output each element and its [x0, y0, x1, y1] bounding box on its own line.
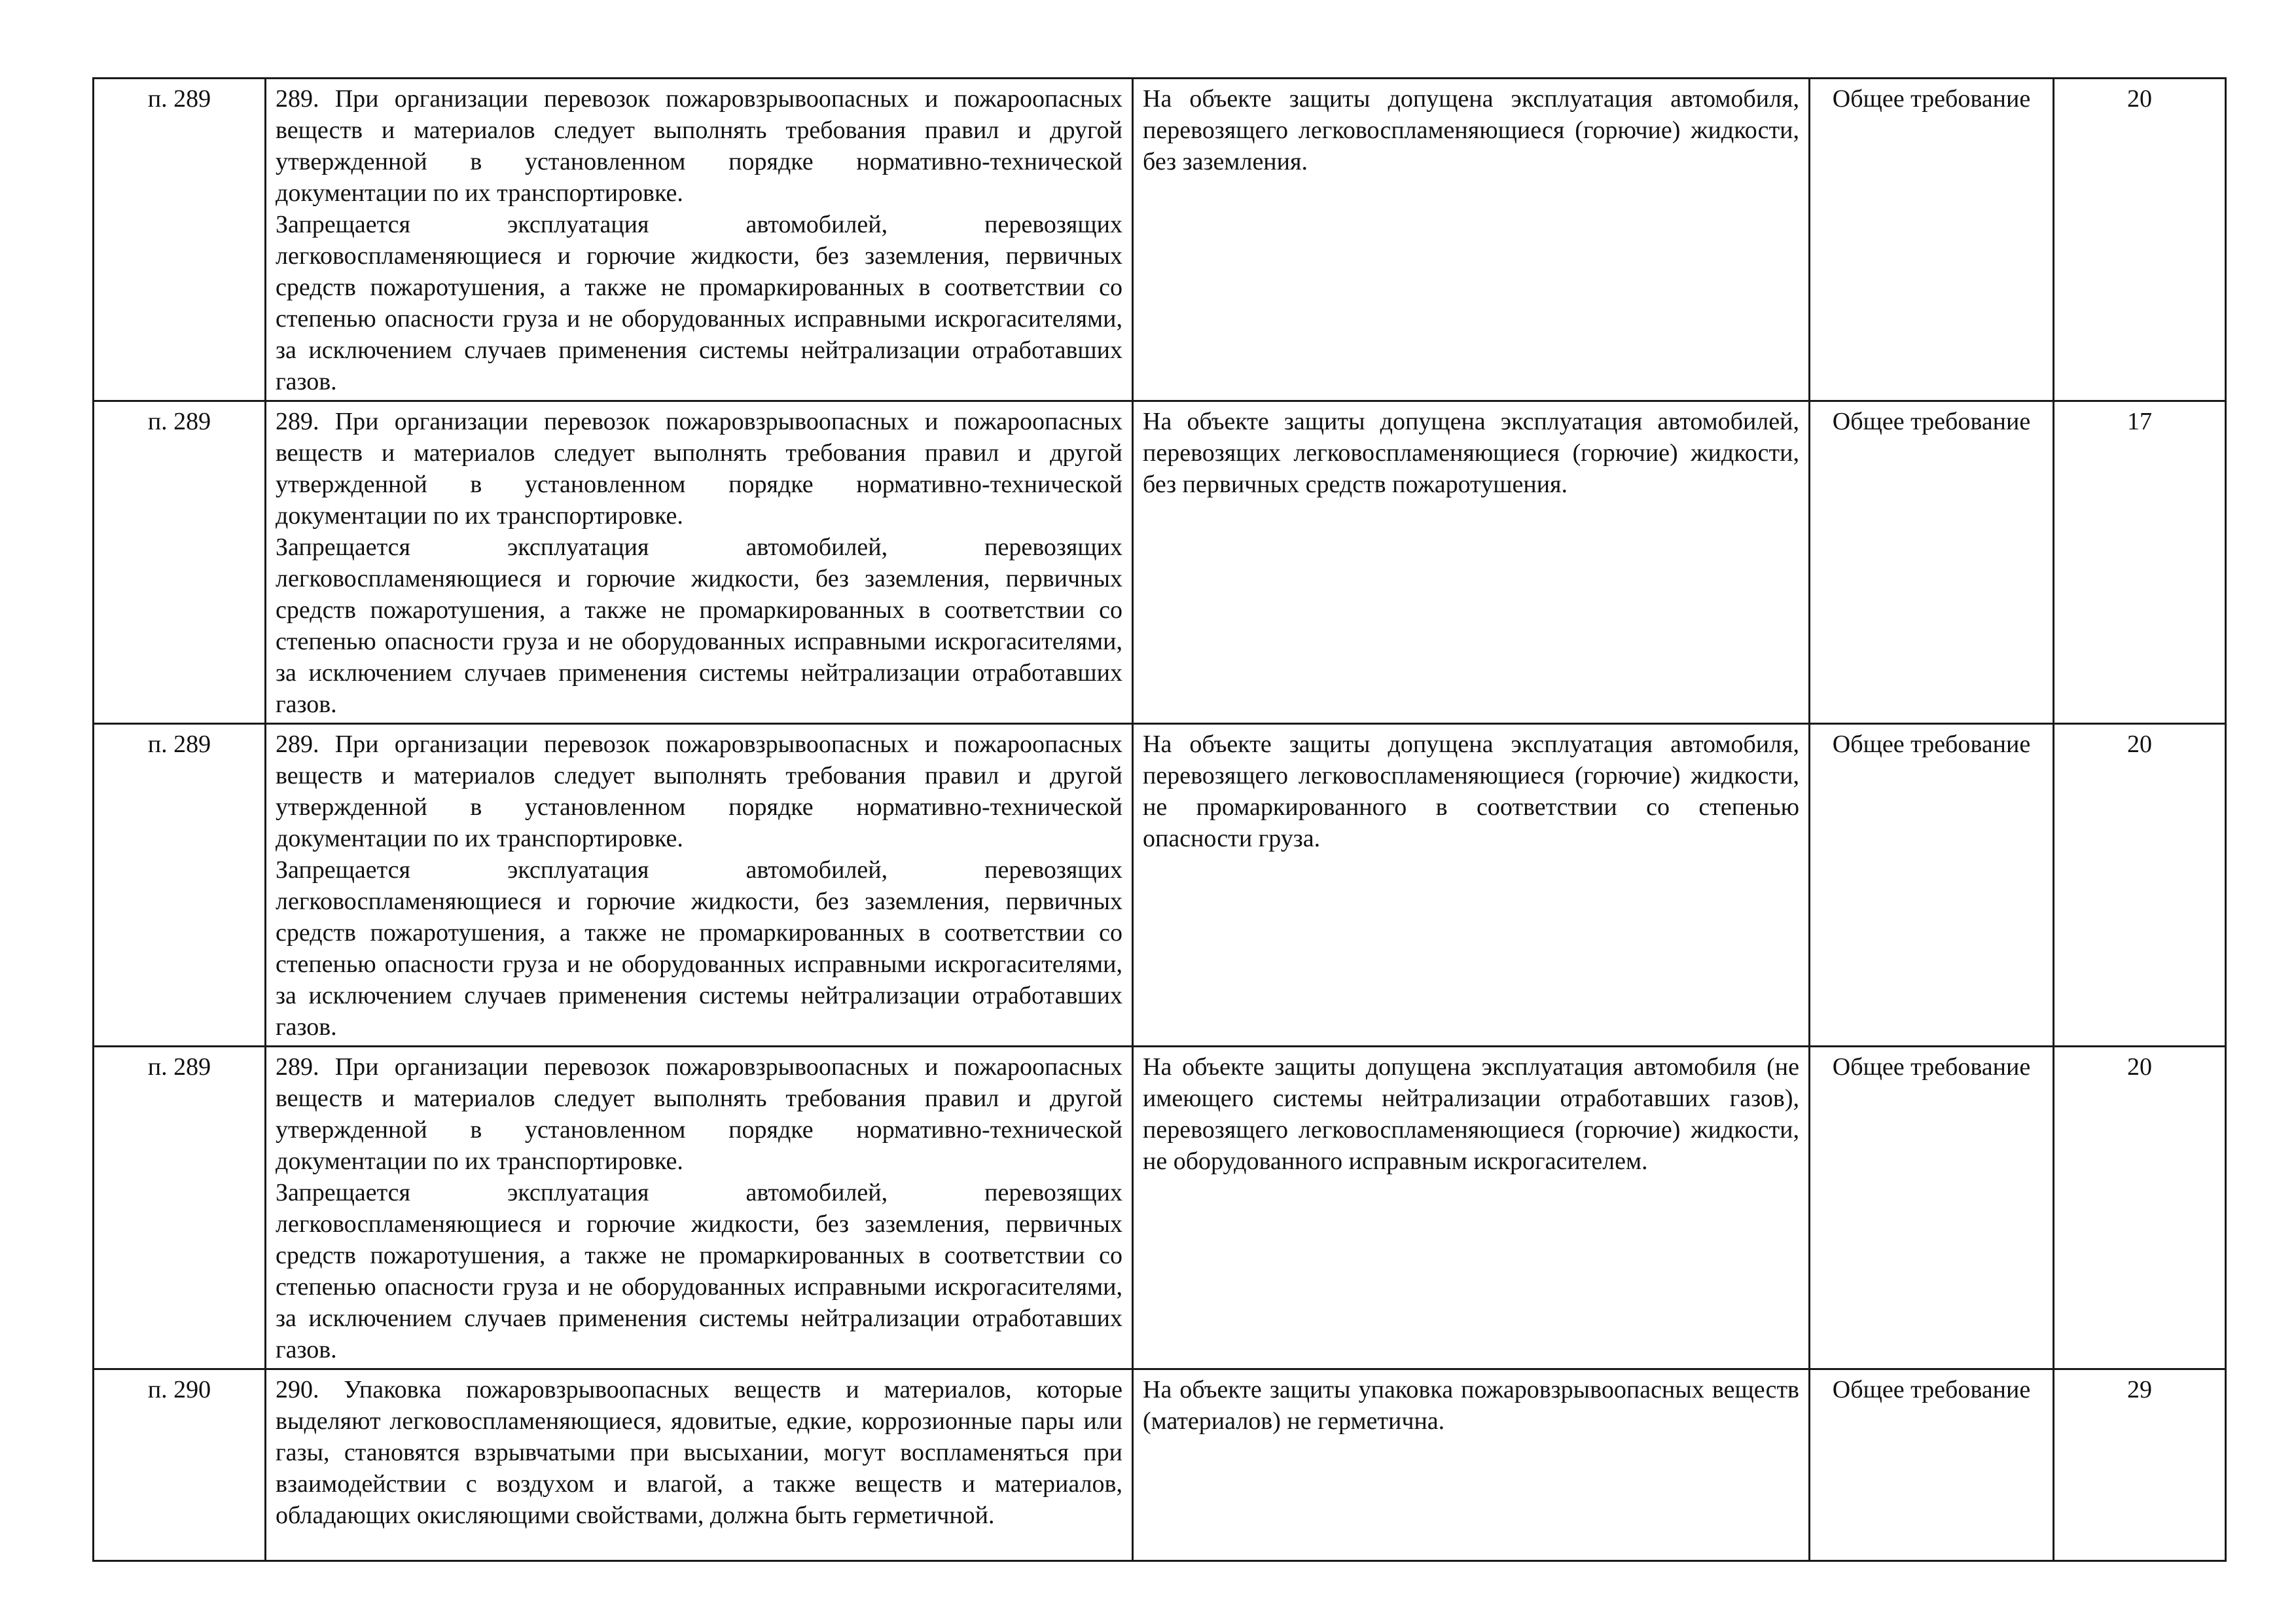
- violation-text-cell: На объекте защиты допущена эксплуатация автомобиля (не имеющего системы нейтрализации отработавших газов), перевозящего легковоспламеняющиеся (горючие) жидкости, не оборудованного исправным искрогасителем.: [1133, 1047, 1810, 1369]
- table-row: [94, 401, 2226, 724]
- requirement-paragraph: 289. При организации перевозок пожаровзрывоопасных и пожароопасных веществ и материалов следует выполнять требования правил и другой утвержденной в установленном порядке нормативно-технической документации по их транспортировке.: [276, 1053, 1122, 1175]
- number-cell: 20: [2054, 724, 2226, 1047]
- requirement-paragraph: Запрещается эксплуатация автомобилей, перевозящих легковоспламеняющиеся и горючие жидкости, без заземления, первичных средств пожаротушения, а также не промаркированных в соответствии со степенью опасности груза и не оборудованных исправными искрогасителями, за исключением случаев применения системы нейтрализации отработавших газов.: [276, 533, 1122, 718]
- requirement-type-cell: Общее требование: [1810, 724, 2054, 1047]
- requirement-text-cell: [266, 401, 1133, 724]
- number-cell: 29: [2054, 1369, 2226, 1561]
- violation-text-cell: На объекте защиты допущена эксплуатация автомобиля, перевозящего легковоспламеняющиеся (горючие) жидкости, не промаркированного в соответствии со степенью опасности груза.: [1133, 724, 1810, 1047]
- table-row: [94, 1047, 2226, 1369]
- requirement-text-cell: [266, 1047, 1133, 1369]
- requirement-paragraph: 290. Упаковка пожаровзрывоопасных веществ и материалов, которые выделяют легковоспламеняющиеся, ядовитые, едкие, коррозионные пары или газы, становятся взрывчатыми при высыхании, могут воспламеняться при взаимодействии с воздухом и влагой, а также веществ и материалов, обладающих окисляющими свойствами, должна быть герметичной.: [276, 1376, 1122, 1529]
- requirement-paragraph: 289. При организации перевозок пожаровзрывоопасных и пожароопасных веществ и материалов следует выполнять требования правил и другой утвержденной в установленном порядке нормативно-технической документации по их транспортировке.: [276, 408, 1122, 530]
- table-row: [94, 79, 2226, 401]
- requirement-paragraph: Запрещается эксплуатация автомобилей, перевозящих легковоспламеняющиеся и горючие жидкости, без заземления, первичных средств пожаротушения, а также не промаркированных в соответствии со степенью опасности груза и не оборудованных исправными искрогасителями, за исключением случаев применения системы нейтрализации отработавших газов.: [276, 211, 1122, 395]
- clause-ref-cell: п. 289: [94, 79, 266, 401]
- requirement-type-cell: Общее требование: [1810, 79, 2054, 401]
- requirement-paragraph: 289. При организации перевозок пожаровзрывоопасных и пожароопасных веществ и материалов следует выполнять требования правил и другой утвержденной в установленном порядке нормативно-технической документации по их транспортировке.: [276, 731, 1122, 852]
- number-cell: 17: [2054, 401, 2226, 724]
- violation-text-cell: На объекте защиты допущена эксплуатация автомобилей, перевозящих легковоспламеняющиеся (горючие) жидкости, без первичных средств пожаротушения.: [1133, 401, 1810, 724]
- requirement-type-cell: Общее требование: [1810, 1369, 2054, 1561]
- requirement-text-cell: [266, 724, 1133, 1047]
- clause-ref-cell: п. 289: [94, 401, 266, 724]
- requirement-type-cell: Общее требование: [1810, 401, 2054, 724]
- table-row: [94, 1369, 2226, 1561]
- number-cell: 20: [2054, 79, 2226, 401]
- requirements-table: [92, 77, 2227, 1562]
- requirement-type-cell: Общее требование: [1810, 1047, 2054, 1369]
- requirement-text-cell: [266, 1369, 1133, 1561]
- violation-text-cell: На объекте защиты упаковка пожаровзрывоопасных веществ (материалов) не герметична.: [1133, 1369, 1810, 1561]
- table-row: [94, 724, 2226, 1047]
- requirement-paragraph: 289. При организации перевозок пожаровзрывоопасных и пожароопасных веществ и материалов следует выполнять требования правил и другой утвержденной в установленном порядке нормативно-технической документации по их транспортировке.: [276, 85, 1122, 207]
- clause-ref-cell: п. 290: [94, 1369, 266, 1561]
- clause-ref-cell: п. 289: [94, 724, 266, 1047]
- requirement-paragraph: Запрещается эксплуатация автомобилей, перевозящих легковоспламеняющиеся и горючие жидкости, без заземления, первичных средств пожаротушения, а также не промаркированных в соответствии со степенью опасности груза и не оборудованных исправными искрогасителями, за исключением случаев применения системы нейтрализации отработавших газов.: [276, 856, 1122, 1041]
- requirement-text-cell: [266, 79, 1133, 401]
- number-cell: 20: [2054, 1047, 2226, 1369]
- clause-ref-cell: п. 289: [94, 1047, 266, 1369]
- violation-text-cell: На объекте защиты допущена эксплуатация автомобиля, перевозящего легковоспламеняющиеся (горючие) жидкости, без заземления.: [1133, 79, 1810, 401]
- requirement-paragraph: Запрещается эксплуатация автомобилей, перевозящих легковоспламеняющиеся и горючие жидкости, без заземления, первичных средств пожаротушения, а также не промаркированных в соответствии со степенью опасности груза и не оборудованных исправными искрогасителями, за исключением случаев применения системы нейтрализации отработавших газов.: [276, 1179, 1122, 1363]
